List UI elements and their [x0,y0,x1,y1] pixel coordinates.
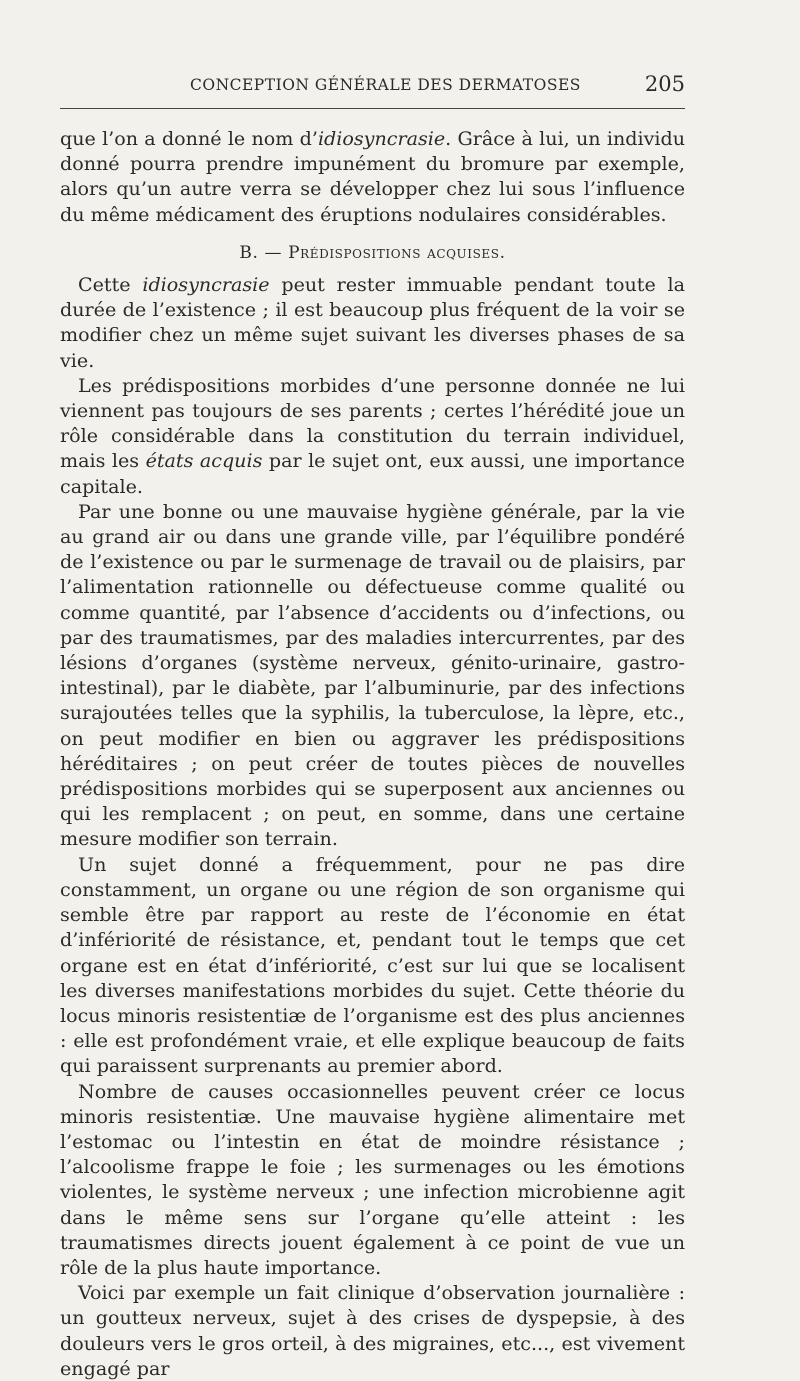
paragraph: Cette idiosyncrasie peut rester immuable pendant toute la durée de l’existence ; il est beaucoup plus fréquent de la voir se modifier chez un même sujet suivant les diverses phases de sa vie. [60,273,686,372]
section-heading [60,241,685,266]
running-head [60,72,685,100]
body-text [60,126,685,1381]
paragraph: Un sujet donné a fréquemment, pour ne pas dire constamment, un organe ou une région de son organisme qui semble être par rapport au reste de l’économie en état d’infériorité de résistance, et, pendant tout le temps que cet organe est en état d’infériorité, c’est sur lui que se localisent les diverses manifestations morbides du sujet. Cette théorie du locus minoris resistentiæ de l’organisme est des plus anciennes : elle est profondément vraie, et elle explique beaucoup de faits qui paraissent surprenants au premier abord. [60,852,685,1078]
paragraph-continuation: que l’on a donné le nom d’idiosyncrasie. Grâce à lui, un individu donné pourra prendre impunément du bromure par exemple, alors qu’un autre verra se développer chez lui sous l’influence du même médicament des éruptions nodulaires considérables. [60,127,685,226]
section-title: Prédispositions acquises. [288,242,506,263]
italic-term: idiosyncrasie [142,273,270,297]
paragraph: Par une bonne ou une mauvaise hygiène générale, par la vie au grand air ou dans une grande ville, par l’équilibre pondéré de l’existence ou par le surmenage de travail ou de plaisirs, par l’alimentation rationnelle ou défectueuse comme qualité ou comme quantité, par l’absence d’accidents ou d’infections, ou par des traumatismes, par des maladies intercurrentes, par des lésions d’organes (système nerveux, génito-urinaire, gastro-intestinal), par le diabète, par l’albuminurie, par des infections surajoutées telles que la syphilis, la tuberculose, la lèpre, etc., on peut modifier en bien ou aggraver les prédispositions héréditaires ; on peut créer de toutes pièces de nouvelles prédispositions morbides qui se superposent aux anciennes ou qui les remplacent ; on peut, en somme, dans une certaine mesure modifier son terrain. [60,499,685,851]
italic-term: états acquis [145,449,263,473]
page-number: 205 [644,72,685,96]
paragraph: Voici par exemple un fait clinique d’observation journalière : un goutteux nerveux, sujet à des crises de dyspepsie, à des douleurs vers le gros orteil, à des migraines, etc..., est vivement engagé par [60,1281,685,1380]
paragraph: Nombre de causes occasionnelles peuvent créer ce locus minoris resistentiæ. Une mauvaise hygiène alimentaire met l’estomac ou l’intestin en état de moindre résistance ; l’alcoolisme frappe le foie ; les surmenages ou les émotions violentes, le système nerveux ; une infection microbienne agit dans le même sens sur l’organe qu’elle atteint : les traumatismes directs jouent également à ce point de vue un rôle de la plus haute importance. [60,1079,685,1279]
paragraph: Les prédispositions morbides d’une personne donnée ne lui viennent pas toujours de ses parents ; certes l’hérédité joue un rôle considérable dans la constitution du terrain individuel, mais les états acquis par le sujet ont, eux aussi, une importance capitale. [60,373,685,498]
header-rule [60,108,685,109]
italic-term: idiosyncrasie [317,127,446,150]
section-letter: B. — [239,242,289,263]
running-title: CONCEPTION GÉNÉRALE DES DERMATOSES [190,76,581,94]
